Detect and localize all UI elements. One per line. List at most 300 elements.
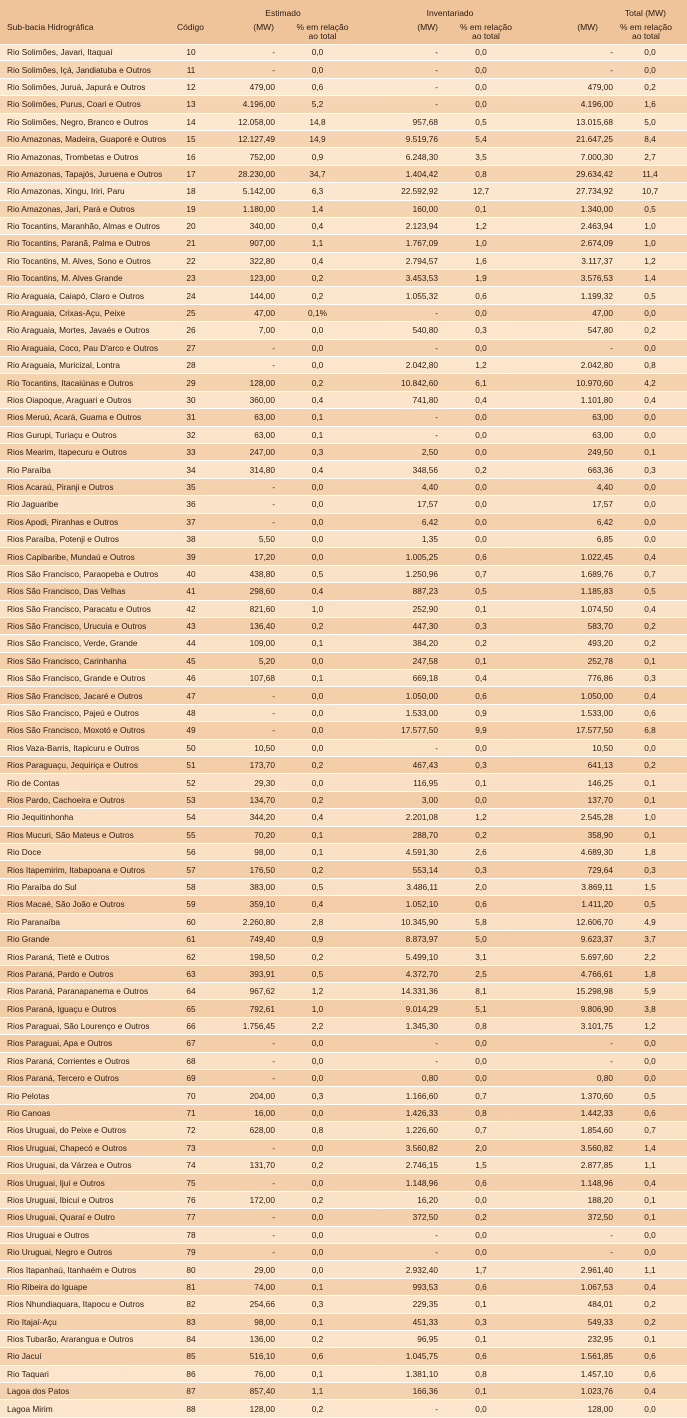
total-mw: 1.067,53 bbox=[524, 1278, 613, 1295]
table-row bbox=[0, 1313, 687, 1330]
table-row bbox=[0, 1191, 687, 1208]
total-mw: 2.042,80 bbox=[524, 357, 613, 374]
estimated-pct: 0,2 bbox=[275, 1330, 360, 1347]
subbasin-name: Rio Amazonas, Trombetas e Outros bbox=[0, 148, 170, 165]
subbasin-name: Rio Tocantins, Itacaiúnas e Outros bbox=[0, 374, 170, 391]
subbasin-name: Rios Uruguai, Quaraí e Outro bbox=[0, 1209, 170, 1226]
col-est-mw-header: (MW) bbox=[253, 22, 274, 32]
estimated-mw: 131,70 bbox=[212, 1157, 275, 1174]
estimated-mw: - bbox=[212, 1052, 275, 1069]
total-pct: 1,4 bbox=[613, 1139, 687, 1156]
table-row bbox=[0, 357, 687, 374]
total-mw: 3.576,53 bbox=[524, 270, 613, 287]
total-mw: - bbox=[524, 61, 613, 78]
inventoried-mw: 451,33 bbox=[360, 1313, 438, 1330]
subbasin-code: 56 bbox=[170, 843, 212, 860]
total-pct: 0,4 bbox=[613, 1278, 687, 1295]
total-pct: 0,6 bbox=[613, 1348, 687, 1365]
total-mw: 2.674,09 bbox=[524, 235, 613, 252]
table-row bbox=[0, 113, 687, 130]
total-mw: 358,90 bbox=[524, 826, 613, 843]
subbasin-code: 18 bbox=[170, 183, 212, 200]
total-mw: 21.647,25 bbox=[524, 130, 613, 147]
inventoried-mw: 288,70 bbox=[360, 826, 438, 843]
subbasin-name: Rios São Francisco, Grande e Outros bbox=[0, 670, 170, 687]
subbasin-name: Rios Paraná, Corrientes e Outros bbox=[0, 1052, 170, 1069]
estimated-mw: 393,91 bbox=[212, 965, 275, 982]
inventoried-pct: 8,1 bbox=[438, 983, 524, 1000]
table-row bbox=[0, 374, 687, 391]
estimated-pct: 14,8 bbox=[275, 113, 360, 130]
estimated-mw: 254,66 bbox=[212, 1296, 275, 1313]
subbasin-name: Rios São Francisco, Moxotó e Outros bbox=[0, 722, 170, 739]
inventoried-pct: 0,0 bbox=[438, 409, 524, 426]
table-row bbox=[0, 1330, 687, 1347]
estimated-pct: 0,4 bbox=[275, 809, 360, 826]
estimated-mw: 109,00 bbox=[212, 635, 275, 652]
inventoried-mw: 540,80 bbox=[360, 322, 438, 339]
estimated-pct: 0,1 bbox=[275, 1278, 360, 1295]
subbasin-code: 70 bbox=[170, 1087, 212, 1104]
table-row bbox=[0, 704, 687, 721]
subbasin-name: Rio Amazonas, Xingu, Iriri, Paru bbox=[0, 183, 170, 200]
inventoried-mw: 17.577,50 bbox=[360, 722, 438, 739]
inventoried-pct: 0,7 bbox=[438, 1087, 524, 1104]
estimated-pct: 0,0 bbox=[275, 1261, 360, 1278]
inventoried-pct: 0,6 bbox=[438, 1278, 524, 1295]
total-mw: 10,50 bbox=[524, 739, 613, 756]
table-row bbox=[0, 130, 687, 147]
subbasin-code: 35 bbox=[170, 478, 212, 495]
table-row bbox=[0, 843, 687, 860]
estimated-pct: 2,8 bbox=[275, 913, 360, 930]
inventoried-pct: 0,5 bbox=[438, 583, 524, 600]
inventoried-pct: 0,0 bbox=[438, 96, 524, 113]
estimated-pct: 1,0 bbox=[275, 1000, 360, 1017]
table-row bbox=[0, 183, 687, 200]
estimated-pct: 0,0 bbox=[275, 722, 360, 739]
total-mw: 12.606,70 bbox=[524, 913, 613, 930]
inventoried-pct: 6,1 bbox=[438, 374, 524, 391]
inventoried-pct: 0,0 bbox=[438, 426, 524, 443]
inventoried-pct: 1,6 bbox=[438, 252, 524, 269]
inventoried-pct: 0,0 bbox=[438, 1052, 524, 1069]
table-row bbox=[0, 426, 687, 443]
subbasin-name: Rios Paraná, Iguaçu e Outros bbox=[0, 1000, 170, 1017]
estimated-pct: 1,4 bbox=[275, 200, 360, 217]
total-mw: 2.877,85 bbox=[524, 1157, 613, 1174]
total-mw: 1.023,76 bbox=[524, 1383, 613, 1400]
table-row bbox=[0, 217, 687, 234]
estimated-mw: 857,40 bbox=[212, 1383, 275, 1400]
total-mw: - bbox=[524, 44, 613, 61]
total-mw: - bbox=[524, 1226, 613, 1243]
estimated-mw: 5,20 bbox=[212, 652, 275, 669]
estimated-pct: 0,1 bbox=[275, 1365, 360, 1382]
subbasin-code: 77 bbox=[170, 1209, 212, 1226]
subbasin-name: Rio Tocantins, Maranhão, Almas e Outros bbox=[0, 217, 170, 234]
estimated-mw: 98,00 bbox=[212, 1313, 275, 1330]
inventoried-mw: 1,35 bbox=[360, 530, 438, 547]
subbasin-code: 63 bbox=[170, 965, 212, 982]
subbasin-code: 19 bbox=[170, 200, 212, 217]
table-row bbox=[0, 687, 687, 704]
inventoried-pct: 2,0 bbox=[438, 1139, 524, 1156]
total-pct: 0,3 bbox=[613, 670, 687, 687]
inventoried-mw: 1.767,09 bbox=[360, 235, 438, 252]
inventoried-pct: 0,3 bbox=[438, 617, 524, 634]
total-pct: 6,8 bbox=[613, 722, 687, 739]
total-pct: 0,7 bbox=[613, 565, 687, 582]
estimated-mw: - bbox=[212, 687, 275, 704]
total-pct: 0,2 bbox=[613, 78, 687, 95]
total-pct: 0,1 bbox=[613, 791, 687, 808]
total-pct: 1,0 bbox=[613, 217, 687, 234]
inventoried-pct: 0,7 bbox=[438, 1122, 524, 1139]
subbasin-name: Rio Araguaia, Crixas-Açu, Peixe bbox=[0, 304, 170, 321]
estimated-pct: 0,1% bbox=[275, 304, 360, 321]
table-row bbox=[0, 530, 687, 547]
subbasin-name: Rios Paraná, Tercero e Outros bbox=[0, 1070, 170, 1087]
estimated-pct: 0,0 bbox=[275, 1104, 360, 1121]
estimated-mw: 1.180,00 bbox=[212, 200, 275, 217]
inventoried-mw: 372,50 bbox=[360, 1209, 438, 1226]
inventoried-mw: 2.746,15 bbox=[360, 1157, 438, 1174]
col-inv-mw-header: (MW) bbox=[417, 22, 438, 32]
total-mw: 1.022,45 bbox=[524, 548, 613, 565]
estimated-pct: 14,9 bbox=[275, 130, 360, 147]
inventoried-mw: 3,00 bbox=[360, 791, 438, 808]
col-subbasin-header: Sub-bacia Hidrográfica bbox=[7, 22, 94, 32]
table-row bbox=[0, 200, 687, 217]
subbasin-code: 88 bbox=[170, 1400, 212, 1417]
total-pct: 0,0 bbox=[613, 409, 687, 426]
subbasin-code: 11 bbox=[170, 61, 212, 78]
subbasin-code: 59 bbox=[170, 896, 212, 913]
estimated-mw: 172,00 bbox=[212, 1191, 275, 1208]
table-row bbox=[0, 1017, 687, 1034]
estimated-pct: 1,1 bbox=[275, 235, 360, 252]
subbasin-code: 58 bbox=[170, 878, 212, 895]
estimated-pct: 5,2 bbox=[275, 96, 360, 113]
subbasin-name: Rios Paraguai, São Lourenço e Outros bbox=[0, 1017, 170, 1034]
subbasin-name: Rios Pardo, Cachoeira e Outros bbox=[0, 791, 170, 808]
total-pct: 0,1 bbox=[613, 774, 687, 791]
subbasin-code: 38 bbox=[170, 530, 212, 547]
total-mw: 15.298,98 bbox=[524, 983, 613, 1000]
subbasin-code: 27 bbox=[170, 339, 212, 356]
subbasin-code: 48 bbox=[170, 704, 212, 721]
subbasin-code: 44 bbox=[170, 635, 212, 652]
total-mw: - bbox=[524, 1052, 613, 1069]
subbasin-name: Rio Pelotas bbox=[0, 1087, 170, 1104]
inventoried-mw: 2.794,57 bbox=[360, 252, 438, 269]
subbasin-name: Rio Tocantins, Paranã, Palma e Outros bbox=[0, 235, 170, 252]
subbasin-code: 46 bbox=[170, 670, 212, 687]
estimated-pct: 0,1 bbox=[275, 426, 360, 443]
subbasin-name: Rio Jequitinhonha bbox=[0, 809, 170, 826]
subbasin-code: 28 bbox=[170, 357, 212, 374]
inventoried-pct: 0,0 bbox=[438, 1243, 524, 1260]
subbasin-code: 31 bbox=[170, 409, 212, 426]
table-row bbox=[0, 443, 687, 460]
subbasin-name: Rios Mearim, Itapecuru e Outros bbox=[0, 443, 170, 460]
subbasin-code: 36 bbox=[170, 496, 212, 513]
subbasin-code: 34 bbox=[170, 461, 212, 478]
inventoried-mw: 3.560,82 bbox=[360, 1139, 438, 1156]
subbasin-name: Rio Amazonas, Tapajós, Juruena e Outros bbox=[0, 165, 170, 182]
inventoried-mw: - bbox=[360, 409, 438, 426]
subbasin-name: Rio Solimões, Içá, Jandiatuba e Outros bbox=[0, 61, 170, 78]
total-pct: 0,5 bbox=[613, 583, 687, 600]
inventoried-pct: 0,0 bbox=[438, 44, 524, 61]
estimated-mw: 628,00 bbox=[212, 1122, 275, 1139]
table-row bbox=[0, 809, 687, 826]
estimated-mw: 821,60 bbox=[212, 600, 275, 617]
total-mw: 9.806,90 bbox=[524, 1000, 613, 1017]
estimated-mw: 12.058,00 bbox=[212, 113, 275, 130]
col-est-pct-header: % em relação ao total bbox=[296, 22, 349, 41]
estimated-pct: 1,0 bbox=[275, 600, 360, 617]
total-mw: 1.101,80 bbox=[524, 391, 613, 408]
table-row bbox=[0, 1348, 687, 1365]
estimated-mw: 198,50 bbox=[212, 948, 275, 965]
subbasin-name: Rios Itapanhaú, Itanhaém e Outros bbox=[0, 1261, 170, 1278]
estimated-pct: 0,2 bbox=[275, 757, 360, 774]
total-mw: 3.869,11 bbox=[524, 878, 613, 895]
table-row bbox=[0, 96, 687, 113]
subbasin-name: Rios Macaé, São João e Outros bbox=[0, 896, 170, 913]
estimated-pct: 0,2 bbox=[275, 1400, 360, 1417]
subbasin-code: 65 bbox=[170, 1000, 212, 1017]
total-mw: 663,36 bbox=[524, 461, 613, 478]
subbasin-code: 10 bbox=[170, 44, 212, 61]
table-row bbox=[0, 983, 687, 1000]
inventoried-pct: 0,1 bbox=[438, 774, 524, 791]
subbasin-code: 20 bbox=[170, 217, 212, 234]
estimated-mw: 128,00 bbox=[212, 1400, 275, 1417]
estimated-pct: 0,0 bbox=[275, 652, 360, 669]
inventoried-mw: 22.592,92 bbox=[360, 183, 438, 200]
subbasin-name: Rios Uruguai, da Várzea e Outros bbox=[0, 1157, 170, 1174]
inventoried-mw: 447,30 bbox=[360, 617, 438, 634]
inventoried-pct: 3,5 bbox=[438, 148, 524, 165]
inventoried-mw: 669,18 bbox=[360, 670, 438, 687]
estimated-pct: 0,9 bbox=[275, 148, 360, 165]
inventoried-pct: 0,0 bbox=[438, 61, 524, 78]
subbasin-code: 86 bbox=[170, 1365, 212, 1382]
total-pct: 3,8 bbox=[613, 1000, 687, 1017]
estimated-mw: 74,00 bbox=[212, 1278, 275, 1295]
subbasin-code: 12 bbox=[170, 78, 212, 95]
inventoried-pct: 0,1 bbox=[438, 600, 524, 617]
col-tot-mw-header: (MW) bbox=[577, 22, 598, 32]
subbasin-code: 49 bbox=[170, 722, 212, 739]
table-row bbox=[0, 270, 687, 287]
estimated-pct: 0,4 bbox=[275, 461, 360, 478]
inventoried-pct: 0,6 bbox=[438, 896, 524, 913]
estimated-pct: 1,2 bbox=[275, 983, 360, 1000]
total-pct: 0,4 bbox=[613, 687, 687, 704]
total-pct: 0,0 bbox=[613, 1226, 687, 1243]
estimated-pct: 0,2 bbox=[275, 617, 360, 634]
inventoried-mw: 5.499,10 bbox=[360, 948, 438, 965]
total-mw: 7.000,30 bbox=[524, 148, 613, 165]
estimated-pct: 0,0 bbox=[275, 1174, 360, 1191]
inventoried-pct: 0,2 bbox=[438, 635, 524, 652]
subbasin-code: 55 bbox=[170, 826, 212, 843]
estimated-pct: 0,0 bbox=[275, 530, 360, 547]
total-pct: 0,5 bbox=[613, 896, 687, 913]
total-mw: 5.697,60 bbox=[524, 948, 613, 965]
estimated-mw: 749,40 bbox=[212, 930, 275, 947]
inventoried-mw: 229,35 bbox=[360, 1296, 438, 1313]
total-pct: 1,2 bbox=[613, 1017, 687, 1034]
subbasin-code: 75 bbox=[170, 1174, 212, 1191]
estimated-mw: 16,00 bbox=[212, 1104, 275, 1121]
estimated-pct: 0,2 bbox=[275, 861, 360, 878]
estimated-mw: - bbox=[212, 1035, 275, 1052]
estimated-pct: 0,4 bbox=[275, 583, 360, 600]
estimated-mw: - bbox=[212, 1226, 275, 1243]
subbasin-name: Rios Paraguai, Apa e Outros bbox=[0, 1035, 170, 1052]
subbasin-code: 45 bbox=[170, 652, 212, 669]
estimated-pct: 2,2 bbox=[275, 1017, 360, 1034]
total-pct: 1,5 bbox=[613, 878, 687, 895]
subbasin-code: 30 bbox=[170, 391, 212, 408]
total-pct: 1,6 bbox=[613, 96, 687, 113]
inventoried-pct: 12,7 bbox=[438, 183, 524, 200]
subbasin-name: Rios Uruguai, Ibicuí e Outros bbox=[0, 1191, 170, 1208]
subbasin-name: Rio Araguaia, Muricizal, Lontra bbox=[0, 357, 170, 374]
subbasin-name: Rios Mucuri, São Mateus e Outros bbox=[0, 826, 170, 843]
table-row bbox=[0, 861, 687, 878]
table-row bbox=[0, 1278, 687, 1295]
estimated-pct: 0,2 bbox=[275, 1157, 360, 1174]
subbasin-code: 71 bbox=[170, 1104, 212, 1121]
total-pct: 0,2 bbox=[613, 757, 687, 774]
subbasin-name: Rio Araguaia, Caiapó, Claro e Outros bbox=[0, 287, 170, 304]
total-mw: 4.766,61 bbox=[524, 965, 613, 982]
subbasin-code: 81 bbox=[170, 1278, 212, 1295]
total-pct: 0,2 bbox=[613, 1296, 687, 1313]
table-row bbox=[0, 304, 687, 321]
inventoried-mw: 3.453,53 bbox=[360, 270, 438, 287]
subbasin-code: 41 bbox=[170, 583, 212, 600]
estimated-mw: 63,00 bbox=[212, 426, 275, 443]
estimated-pct: 0,1 bbox=[275, 635, 360, 652]
total-pct: 1,0 bbox=[613, 809, 687, 826]
total-mw: 29.634,42 bbox=[524, 165, 613, 182]
table-row bbox=[0, 826, 687, 843]
estimated-pct: 0,0 bbox=[275, 496, 360, 513]
inventoried-pct: 0,4 bbox=[438, 391, 524, 408]
inventoried-mw: 887,23 bbox=[360, 583, 438, 600]
total-mw: 1.199,32 bbox=[524, 287, 613, 304]
subbasin-name: Rio Solimões, Negro, Branco e Outros bbox=[0, 113, 170, 130]
estimated-mw: 752,00 bbox=[212, 148, 275, 165]
inventoried-pct: 0,4 bbox=[438, 670, 524, 687]
inventoried-pct: 0,9 bbox=[438, 704, 524, 721]
subbasin-name: Rios São Francisco, Carinhanha bbox=[0, 652, 170, 669]
subbasin-name: Rios Nhundiaquara, Itapocu e Outros bbox=[0, 1296, 170, 1313]
inventoried-pct: 0,5 bbox=[438, 113, 524, 130]
inventoried-pct: 0,6 bbox=[438, 687, 524, 704]
subbasin-code: 61 bbox=[170, 930, 212, 947]
subbasin-name: Rios São Francisco, Jacaré e Outros bbox=[0, 687, 170, 704]
total-mw: 47,00 bbox=[524, 304, 613, 321]
inventoried-mw: 1.166,60 bbox=[360, 1087, 438, 1104]
estimated-mw: 28.230,00 bbox=[212, 165, 275, 182]
estimated-pct: 0,4 bbox=[275, 391, 360, 408]
estimated-mw: 792,61 bbox=[212, 1000, 275, 1017]
table-row bbox=[0, 44, 687, 61]
subbasin-name: Rio de Contas bbox=[0, 774, 170, 791]
total-pct: 0,0 bbox=[613, 339, 687, 356]
estimated-pct: 0,0 bbox=[275, 1139, 360, 1156]
table-row bbox=[0, 1243, 687, 1260]
col-tot-pct-header: % em relação ao total bbox=[620, 22, 672, 41]
total-mw: 13.015,68 bbox=[524, 113, 613, 130]
inventoried-pct: 0,0 bbox=[438, 513, 524, 530]
estimated-pct: 0,0 bbox=[275, 61, 360, 78]
total-pct: 4,2 bbox=[613, 374, 687, 391]
subbasin-code: 15 bbox=[170, 130, 212, 147]
table-row bbox=[0, 391, 687, 408]
total-mw: 4,40 bbox=[524, 478, 613, 495]
group-inventoried-header: Inventariado bbox=[426, 8, 474, 18]
estimated-mw: 107,68 bbox=[212, 670, 275, 687]
subbasin-name: Rio Solimões, Juruá, Japurá e Outros bbox=[0, 78, 170, 95]
table-row bbox=[0, 670, 687, 687]
subbasin-name: Rios Uruguai e Outros bbox=[0, 1226, 170, 1243]
subbasin-code: 14 bbox=[170, 113, 212, 130]
inventoried-pct: 0,0 bbox=[438, 1400, 524, 1417]
inventoried-mw: 1.381,10 bbox=[360, 1365, 438, 1382]
subbasin-code: 79 bbox=[170, 1243, 212, 1260]
estimated-pct: 6,3 bbox=[275, 183, 360, 200]
total-mw: 63,00 bbox=[524, 426, 613, 443]
subbasin-name: Rios São Francisco, Paracatu e Outros bbox=[0, 600, 170, 617]
estimated-mw: 12.127,49 bbox=[212, 130, 275, 147]
subbasin-code: 54 bbox=[170, 809, 212, 826]
estimated-pct: 0,3 bbox=[275, 1087, 360, 1104]
inventoried-mw: 2.042,80 bbox=[360, 357, 438, 374]
subbasin-name: Rios Itapemirim, Itabapoana e Outros bbox=[0, 861, 170, 878]
estimated-mw: - bbox=[212, 722, 275, 739]
subbasin-name: Rios Oiapoque, Araguari e Outros bbox=[0, 391, 170, 408]
total-pct: 5,0 bbox=[613, 113, 687, 130]
estimated-pct: 0,0 bbox=[275, 322, 360, 339]
subbasin-name: Rio Paraíba bbox=[0, 461, 170, 478]
inventoried-mw: 6,42 bbox=[360, 513, 438, 530]
estimated-mw: 17,20 bbox=[212, 548, 275, 565]
total-pct: 0,6 bbox=[613, 704, 687, 721]
subbasin-name: Rios Apodi, Piranhas e Outros bbox=[0, 513, 170, 530]
estimated-mw: - bbox=[212, 704, 275, 721]
table-row bbox=[0, 913, 687, 930]
subbasin-code: 29 bbox=[170, 374, 212, 391]
table-row bbox=[0, 965, 687, 982]
subbasin-code: 67 bbox=[170, 1035, 212, 1052]
total-mw: 0,80 bbox=[524, 1070, 613, 1087]
table-row bbox=[0, 252, 687, 269]
table-row bbox=[0, 235, 687, 252]
estimated-mw: - bbox=[212, 1209, 275, 1226]
subbasin-code: 74 bbox=[170, 1157, 212, 1174]
estimated-pct: 0,2 bbox=[275, 270, 360, 287]
inventoried-mw: 1.050,00 bbox=[360, 687, 438, 704]
